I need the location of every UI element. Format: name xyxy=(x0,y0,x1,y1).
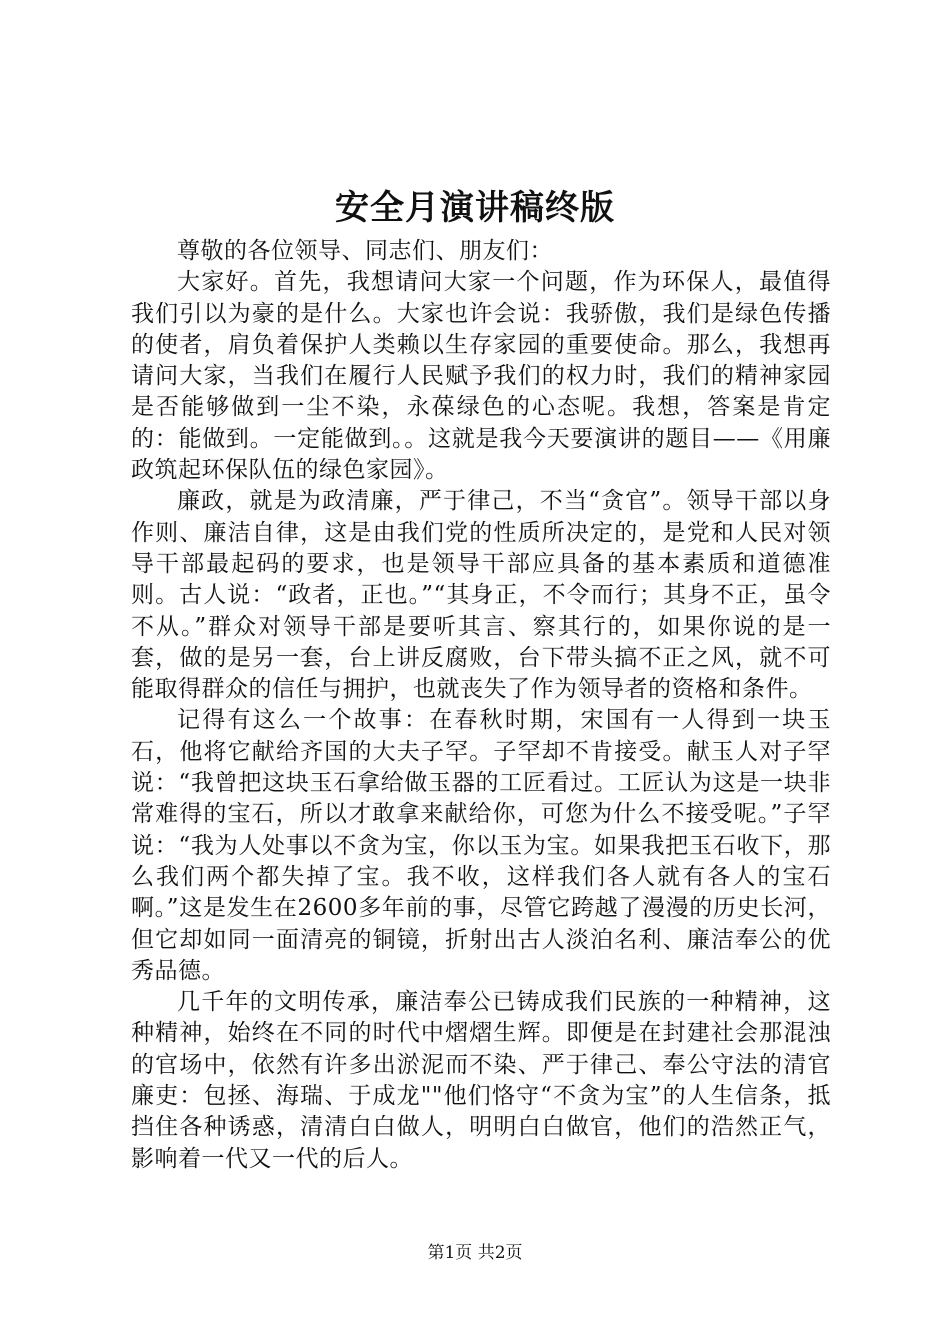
body-paragraph: 廉政，就是为政清廉，严于律己，不当“贪官”。领导干部以身作则、廉洁自律，这是由我们党的性质所决定的，是党和人民对领导干部最起码的要求，也是领导干部应具备的基本素质和道德准则。古人说：“政者，正也。”“其身正，不令而行；其身不正，虽令不从。”群众对领导干部是要听其言、察其行的，如果你说的是一套，做的是另一套，台上讲反腐败，台下带头搞不正之风，就不可能取得群众的信任与拥护，也就丧失了作为领导者的资格和条件。 xyxy=(131,488,831,703)
document-body xyxy=(131,236,831,1175)
body-paragraph: 记得有这么一个故事：在春秋时期，宋国有一人得到一块玉石，他将它献给齐国的大夫子罕。子罕却不肯接受。献玉人对子罕说：“我曾把这块玉石拿给做玉器的工匠看过。工匠认为这是一块非常难得的宝石，所以才敢拿来献给你，可您为什么不接受呢。”子罕说：“我为人处事以不贪为宝，你以玉为宝。如果我把玉石收下，那么我们两个都失掉了宝。我不收，这样我们各人就有各人的宝石啊。”这是发生在2600多年前的事，尽管它跨越了漫漫的历史长河，但它却如同一面清亮的铜镜，折射出古人淡泊名利、廉洁奉公的优秀品德。 xyxy=(131,707,831,984)
page-number-footer: 第1页 共2页 xyxy=(427,1243,523,1263)
document-title: 安全月演讲稿终版 xyxy=(335,188,615,228)
body-paragraph: 几千年的文明传承，廉洁奉公已铸成我们民族的一种精神，这种精神，始终在不同的时代中熠熠生辉。即便是在封建社会那混浊的官场中，依然有许多出淤泥而不染、严于律己、奉公守法的清官廉吏：包拯、海瑞、于成龙""他们恪守“不贪为宝”的人生信条，抵挡住各种诱惑，清清白白做人，明明白白做官，他们的浩然正气，影响着一代又一代的后人。 xyxy=(131,989,831,1172)
salutation-paragraph: 尊敬的各位领导、同志们、朋友们： xyxy=(177,238,553,264)
body-paragraph: 大家好。首先，我想请问大家一个问题，作为环保人，最值得我们引以为豪的是什么。大家也许会说：我骄傲，我们是绿色传播的使者，肩负着保护人类赖以生存家园的重要使命。那么，我想再请问大家，当我们在履行人民赋予我们的权力时，我们的精神家园是否能够做到一尘不染，永葆绿色的心态呢。我想，答案是肯定的：能做到。一定能做到。。这就是我今天要演讲的题目——《用廉政筑起环保队伍的绿色家园》。 xyxy=(131,269,831,484)
